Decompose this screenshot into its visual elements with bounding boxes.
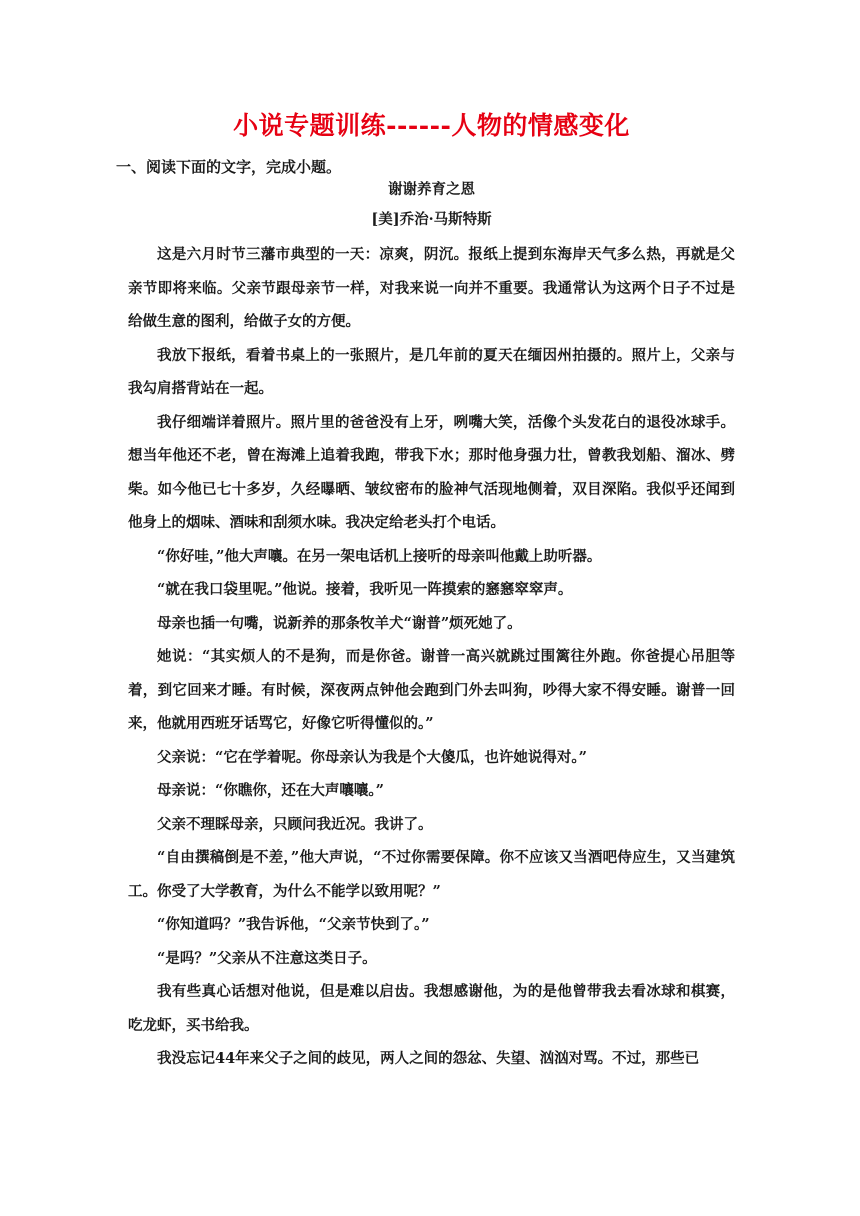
- story-author: [美]乔治·马斯特斯: [371, 211, 492, 228]
- story-title: 谢谢养育之恩: [388, 181, 475, 198]
- paragraph: 她说：“其实烦人的不是狗，而是你爸。谢普一高兴就跳过围篱往外跑。你爸提心吊胆等着，到它回来才睡。有时候，深夜两点钟他会跑到门外去叫狗，吵得大家不得安睡。谢普一回来，他就用西班牙话骂它，好像它听得懂似的。”: [128, 648, 735, 732]
- paragraph: 父亲说：“它在学着呢。你母亲认为我是个大傻瓜，也许她说得对。”: [157, 748, 587, 766]
- paragraph: 父亲不理睬母亲，只顾问我近况。我讲了。: [157, 815, 433, 833]
- paragraph: “自由撰稿倒是不差，”他大声说，“不过你需要保障。你不应该又当酒吧侍应生，又当建筑工。你受了大学教育，为什么不能学以致用呢？”: [128, 849, 735, 900]
- paragraph: “就在我口袋里呢。”他说。接着，我听见一阵摸索的窸窸窣窣声。: [157, 581, 573, 598]
- paragraph: “是吗？”父亲从不注意这类日子。: [157, 949, 377, 967]
- paragraph: 这是六月时节三藩市典型的一天：凉爽，阴沉。报纸上提到东海岸天气多么热，再就是父亲节即将来临。父亲节跟母亲节一样，对我来说一向并不重要。我通常认为这两个日子不过是给做生意的图利，给做子女的方便。: [128, 246, 735, 330]
- document-title: 小说专题训练------人物的情感变化: [233, 111, 630, 140]
- paragraph: 母亲也插一句嘴，说新养的那条牧羊犬“谢普”烦死她了。: [157, 614, 522, 632]
- paragraph: 我放下报纸，看着书桌上的一张照片，是几年前的夏天在缅因州拍摄的。照片上，父亲与我勾肩搭背站在一起。: [128, 346, 735, 397]
- paragraph: 母亲说：“你瞧你，还在大声嚷嚷。”: [157, 782, 384, 799]
- paragraph: 我有些真心话想对他说，但是难以启齿。我想感谢他，为的是他曾带我去看冰球和棋赛，吃龙虾，买书给我。: [128, 983, 735, 1034]
- paragraph: “你知道吗？”我告诉他，“父亲节快到了。”: [157, 916, 430, 933]
- section-heading: 一、阅读下面的文字，完成小题。: [116, 158, 342, 176]
- paragraph: 我没忘记44年来父子之间的歧见，两人之间的怨忿、失望、汹汹对骂。不过，那些已: [157, 1050, 700, 1067]
- paragraph: “你好哇，”他大声嚷。在另一架电话机上接听的母亲叫他戴上助听器。: [157, 547, 602, 565]
- paragraph: 我仔细端详着照片。照片里的爸爸没有上牙，咧嘴大笑，活像个头发花白的退役冰球手。想当年他还不老，曾在海滩上追着我跑，带我下水；那时他身强力壮，曾教我划船、溜冰、劈柴。如今他已七十多岁，久经曝晒、皱纹密布的脸神气活现地侧着，双目深陷。我似乎还闻到他身上的烟味、酒味和刮须水味。我决定给老头打个电话。: [128, 413, 735, 531]
